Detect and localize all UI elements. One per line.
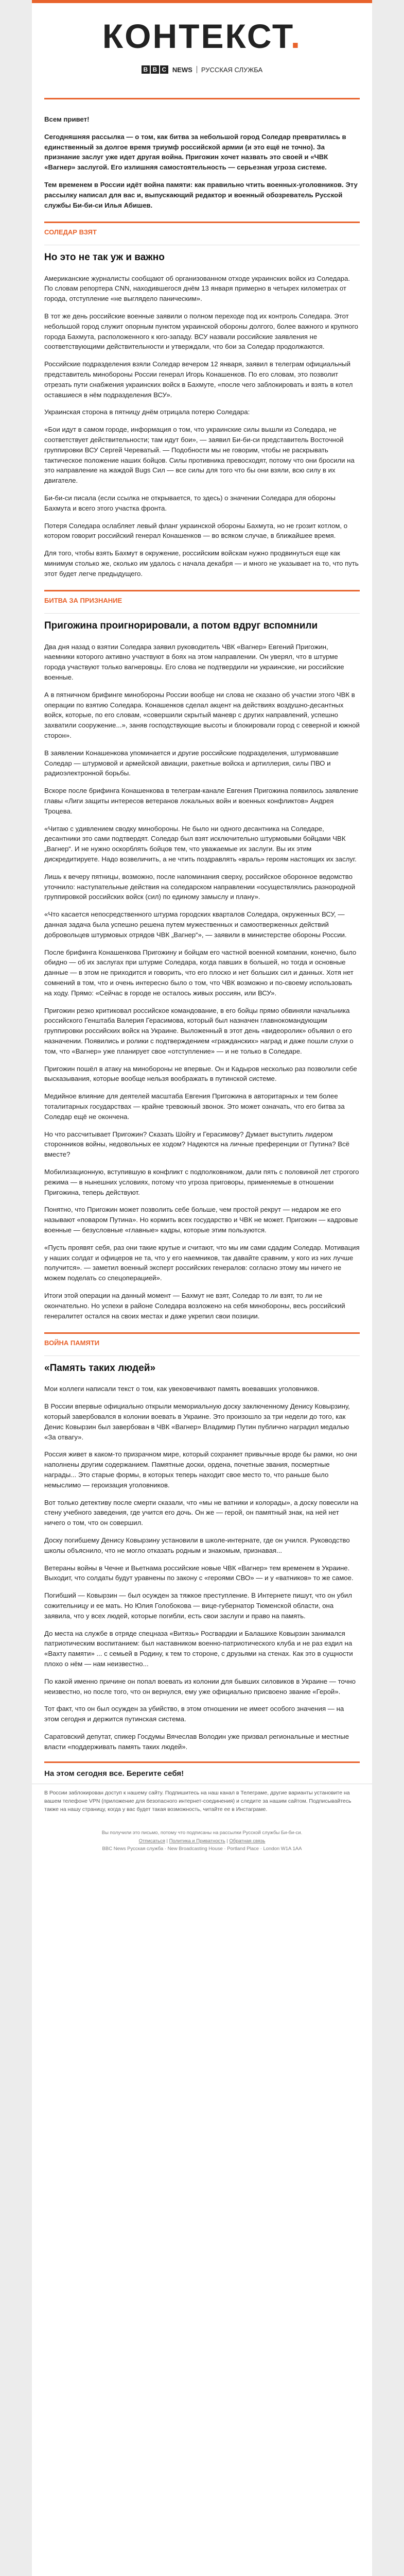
- section-title: Но это не так уж и важно: [44, 251, 165, 263]
- bbc-news-label: NEWS: [172, 65, 192, 74]
- footer-subscription-note: Вы получили это письмо, потому что подписаны на рассылки Русской службы Би-би-си.: [101, 1830, 303, 1836]
- feedback-link[interactable]: Обратная связь: [229, 1838, 266, 1844]
- paragraph: В заявлении Конашенкова упоминается и другие российские подразделения, штурмовавшие Соледар — штурмовой и армейской авиации, ракетные войска и артиллерия, силы ПВО и радиоэлектронной борьбы.: [44, 749, 339, 777]
- paragraph: Мобилизационную, вступившую в конфликт с подполковником, дали пять с половиной лет строгого режима — в нынешних условиях, потому что угроза приговоры, применяемые в отношении Пригожина, теперь действуют.: [44, 1167, 359, 1196]
- paragraph: Российские подразделения взяли Соледар вечером 12 января, заявил в телеграм официальный представитель минобороны России генерал Игорь Конашенков. По его словам, это позволит отрезать пути снабжения украинских войск в Бахмуте, «после чего заблокировать и взять в котел оставшиеся в нём подразделения ВСУ».: [44, 360, 353, 399]
- paragraph: Би-би-си писала (если ссылка не открывается, то здесь) о значении Соледара для обороны Бахмута и всего этого участка фронта.: [44, 494, 336, 512]
- paragraph: Лишь к вечеру пятницы, возможно, после напоминания сверху, российское оборонное ведомство уточнило: наступательные действия на соледарском направлении «осуществлялись разнородной группировкой российских войск (сил) по единому замыслу и плану».: [44, 872, 356, 901]
- paragraph: Вскоре после брифинга Конашенкова в телеграм-канале Евгения Пригожина появилось заявление главы «Лиги защиты интересов ветеранов локальных войн и военных конфликтов» Андрея Троцева.: [44, 787, 359, 815]
- footer-links: Отписаться | Политика и Приватность | Обратная связь: [138, 1838, 266, 1844]
- top-accent-bar: [32, 0, 372, 3]
- paragraph: Мои коллеги написали текст о том, как увековечивают память воевавших уголовников.: [44, 1385, 320, 1393]
- content: [32, 114, 372, 1780]
- paragraph: Понятно, что Пригожин может позволить себе больше, чем простой рекрут — недаром же его называют «поваром Путина». Но кормить всех государство и ЧВК не может. Пригожин — кадровые военные — безусловные «главные» кадры, которые этим пользуются.: [44, 1206, 358, 1234]
- paragraph: А в пятничном брифинге минобороны России вообще ни слова не сказано об участии этого ЧВК в операции по взятию Соледара. Конашенков сделал акцент на действиях воздушно-десантных войск, которые, по его словам, «совершили скрытый маневр с других направлений, успешно захватили сооружение...», заняв господствующие высоты и блокировали город с северной и южной сторон».: [44, 690, 360, 740]
- divider: [44, 613, 360, 614]
- divider: [44, 1355, 360, 1356]
- paragraph: После брифинга Конашенкова Пригожину и бойцам его частной военной компании, конечно, было обидно — об их заслугах при штурме Соледара, когда павших в большей, но тогда и основные данные — в этом не приходится и говорить, что его плоско и нет больших сил и данных. Хотя нет сомнений в том, что и очень интересно было о том, что ЧВК возможно и по-своему использовать на ходу. Прямо: «Сейчас в городе не осталось живых россиян, или ВСУ».: [44, 948, 357, 997]
- paragraph: Погибший — Ковырзин — был осужден за тяжкое преступление. В Интернете пишут, что он убил сожительницу и ее мать. Но Юлия Голобокова — вице-губернатор Тюменской области, она заявила, что у всех людей, которые погибли, есть свои заслуги и право на память.: [44, 1591, 352, 1620]
- intro-lead-2: Тем временем в России идёт война памяти: как правильно чтить военных-уголовников. Эту рассылку написал для вас и, выпускающий редактор и военный обозреватель Русской службы Би-би-си Илья Абишев.: [44, 180, 358, 209]
- service-name: РУССКАЯ СЛУЖБА: [201, 65, 263, 74]
- paragraph: По какой именно причине он попал воевать из колонии для бывших силовиков в Украине — точно неизвестно, но после того, что он вернулся, ему уже официально присвоено звание «Герой».: [44, 1677, 356, 1696]
- paragraph: Медийное влияние для деятелей масштаба Евгения Пригожина в авторитарных и тем более тоталитарных государствах — крайне тревожный звонок. Это может означать, что его битва за Соледар ещё не окончена.: [44, 1092, 345, 1121]
- paragraph: Американские журналисты сообщают об организованном отходе украинских войск из Соледара. По словам репортера CNN, находившегося днём 13 января примерно в четырех километрах от города, отступление «не выглядело паническим».: [44, 274, 350, 303]
- header: [32, 0, 372, 100]
- paragraph: Пригожин резко критиковал российское командование, в его бойцы прямо обвиняли начальника российского Генштаба Валерия Герасимова, который был назначен главнокомандующим группировки российских войск на Украине. Выложенный в этот день «видеоролик» объявил о его назначении. Появились и ролики с подтверждением «гражданских» наград и даже пошли слухи о том, что «Вагнер» уже планирует свое «отступление» — и не только в Соледаре.: [44, 1006, 354, 1055]
- paragraph: В России впервые официально открыли мемориальную доску заключенному Денису Ковырзину, который завербовался в колонии воевать в Украине. Это произошло за три недели до того, как Денис Ковырзин был завербован в ЧВК «Вагнер» Владимир Путин публично наградил медалью «За отвагу».: [44, 1402, 350, 1441]
- footer-address: BBC News Русская служба · New Broadcasting House · Portland Place · London W1A 1AA: [102, 1845, 302, 1852]
- paragraph: До места на службе в отряде спецназа «Витязь» Росгвардии и Балашихе Ковырзин занимался патриотическим воспитанием: был наставником военно-патриотического клуба и не раз ездил на «Вахту памяти» ... с семьей в Родину, к тем то стороне, с друзьями на стенах. Как это в сущности плохо о нём — нам неизвестно...: [44, 1629, 353, 1668]
- footer: [32, 1819, 372, 1859]
- paragraph: Потеря Соледара ослабляет левый фланг украинской обороны Бахмута, но не грозит котлом, о котором говорит российский генерал Конашенков — во всяком случае, в ближайшее время.: [44, 521, 348, 540]
- paragraph: Два дня назад о взятии Соледара заявил руководитель ЧВК «Вагнер» Евгений Пригожин, наемники которого активно участвуют в боях на этом направлении. Он уверял, что в штурме города участвуют только вагнеровцы. Его слова не подтвердили ни украинские, ни российские военные.: [44, 642, 344, 682]
- paragraph: Но что рассчитывает Пригожин? Сказать Шойгу и Герасимову? Думает выступить лидером сторонников войны, недовольных ее ходом? Надеются на личные преференции от Путина? Всё вместе?: [44, 1130, 349, 1159]
- paragraph: Тот факт, что он был осужден за убийство, в этом отношении не имеет особого значения — на этом сегодня и держится путинская система.: [44, 1705, 344, 1723]
- paragraph: Саратовский депутат, спикер Госдумы Вячеслав Володин уже призвал региональные и местные власти «поддерживать память таких людей».: [44, 1733, 349, 1751]
- bbc-logo-icon: B B C: [142, 65, 168, 74]
- paragraph: Ветераны войны в Чечне и Вьетнама российские новые ЧВК «Вагнер» тем временем в Украине. Выходит, что солдаты будут уравнены по закону с «героями СВО» — и у «ватников» то же самое.: [44, 1564, 354, 1582]
- rubric-memory: ВОЙНА ПАМЯТИ: [44, 1332, 360, 1348]
- rubric-recognition: БИТВА ЗА ПРИЗНАНИЕ: [44, 590, 360, 606]
- section-title: «Память таких людей»: [44, 1362, 156, 1374]
- paragraph: «Что касается непосредственного штурма городских кварталов Соледара, окруженных ВСУ, — данная задача была успешно решена путем мужественных и самоотверженных действий добровольцев штурмовых отрядов ЧВК „Вагнер“», — заявили в министерстве обороны России.: [44, 910, 347, 939]
- section-title: Пригожина проигнорировали, а потом вдруг вспомнили: [44, 620, 318, 631]
- paragraph: Доску погибшему Денису Ковырзину установили в школе-интернате, где он учился. Руководство школы объяснило, что не могло отказать родным и знакомым, признавая...: [44, 1536, 350, 1554]
- paragraph: Для того, чтобы взять Бахмут в окружение, российским войскам нужно продвинуться еще как минимум столько же, сколько им удалось с начала декабря — и много не указывает на то, что путь этот будет легче предыдущего.: [44, 549, 359, 578]
- unsubscribe-link[interactable]: Отписаться: [138, 1838, 165, 1844]
- paragraph: В тот же день российские военные заявили о полном переходе под их контроль Соледара. Этот небольшой город служит опорным пунктом украинской обороны долгого, более важного и крупного города Бахмута, расположенного к юго-западу. ВСУ назвали российские заявления не соответствующими действительности и утверждали, что бои за Соледар продолжаются.: [44, 312, 358, 351]
- intro-lead: Сегодняшняя рассылка — о том, как битва за небольшой город Соледар превратилась в единственный за долгое время триумф российской армии (и это ещё не точно). За признание заслуг уже идет другая война. Пригожин хочет назвать это своей и «ЧВК «Вагнер» заслугой. Его излишняя самостоятельность — серьезная угроза системе.: [44, 132, 346, 172]
- paragraph: Итоги этой операции на данный момент — Бахмут не взят, Соледар то ли взят, то ли не окончательно. Но успехи в районе Соледара возложено на себя минобороны, весь российский генералитет остался на своих местах и даже укрепил свои позиции.: [44, 1291, 345, 1320]
- vpn-notice: В России заблокирован доступ к нашему сайту. Подпишитесь на наш канал в Телеграме, другие варианты установите на вашем телефоне VPN (приложение для безопасного интернет-соединения) и следите за нашим сайтом. Подписывайтесь также на нашу страницу, когда у вас будет такая возможность, читайте ее в Инстаграме.: [32, 1784, 372, 1819]
- kontekst-logo[interactable]: КОНТЕКСТ.: [102, 17, 302, 55]
- paragraph: «Пусть проявят себя, раз они такие крутые и считают, что мы им сами сдадим Соледар. Мотивация у наших солдат и офицеров не та, что у его наемников, так давайте сравним, у кого из них лучше получится». — заметил военный эксперт российских генералов: согласно этому мы ничего не можем поделать со спецоперацией».: [44, 1243, 360, 1282]
- rubric-soledar: СОЛЕДАР ВЗЯТ: [44, 222, 360, 238]
- paragraph: «Бои идут в самом городе, информация о том, что украинские силы вышли из Соледара, не соответствует действительности; там идут бои», — заявил Би-би-си представитель Восточной группировки ВСУ Сергей Череватый. — Подобности мы не говорим, чтобы не раскрывать тактическое положение наших бойцов. Силы противника превосходят, потому что они бросили на это направление на жаждой Bugs Сил — все силы для того что бы они взяли, всю силу в их двигателе.: [44, 426, 355, 485]
- header-rule: [44, 98, 360, 99]
- paragraph: Украинская сторона в пятницу днём отрицала потерю Соледара:: [44, 408, 250, 416]
- signoff-heading: На этом сегодня все. Берегите себя!: [44, 1761, 360, 1780]
- greeting: Всем привет!: [44, 115, 90, 123]
- newsletter: [32, 0, 372, 2576]
- bbc-branding: [32, 65, 372, 74]
- paragraph: «Читаю с удивлением сводку минобороны. Не было ни одного десантника на Соледаре, десантники это сами подтвердят. Соледар был взят исключительно штурмовыми бойцами ЧВК „Вагнер“. И не нужно оскорблять бойцов тем, что уважаемые их заслуги. Вы их этим дискредитируете. Надо возвеличить, а не чтить поздравлять «враль» героям настоящих их заслуг.: [44, 824, 357, 863]
- privacy-link[interactable]: Политика и Приватность: [169, 1838, 225, 1844]
- paragraph: Россия живет в каком-то призрачном мире, который сохраняет привычные вроде бы рамки, но они наполнены другим содержанием. Памятные доски, ордена, почетные звания, посмертные награды... Это старые формы, в которых теперь находит свое место то, что раньше было немыслимо — героизация уголовников.: [44, 1450, 357, 1489]
- paragraph: Вот только детективу после смерти сказали, что «мы не ватники и колорады», а доску повесили на стену учебного заведения, где учится его дочь. Он же — герой, он памятный знак, на ней нет ничего о том, что он совершил.: [44, 1498, 358, 1527]
- paragraph: Пригожин пошёл в атаку на минобороны не впервые. Он и Кадыров несколько раз позволили себе высказывания, которые вообще нельзя воображать в путинской системе.: [44, 1064, 357, 1083]
